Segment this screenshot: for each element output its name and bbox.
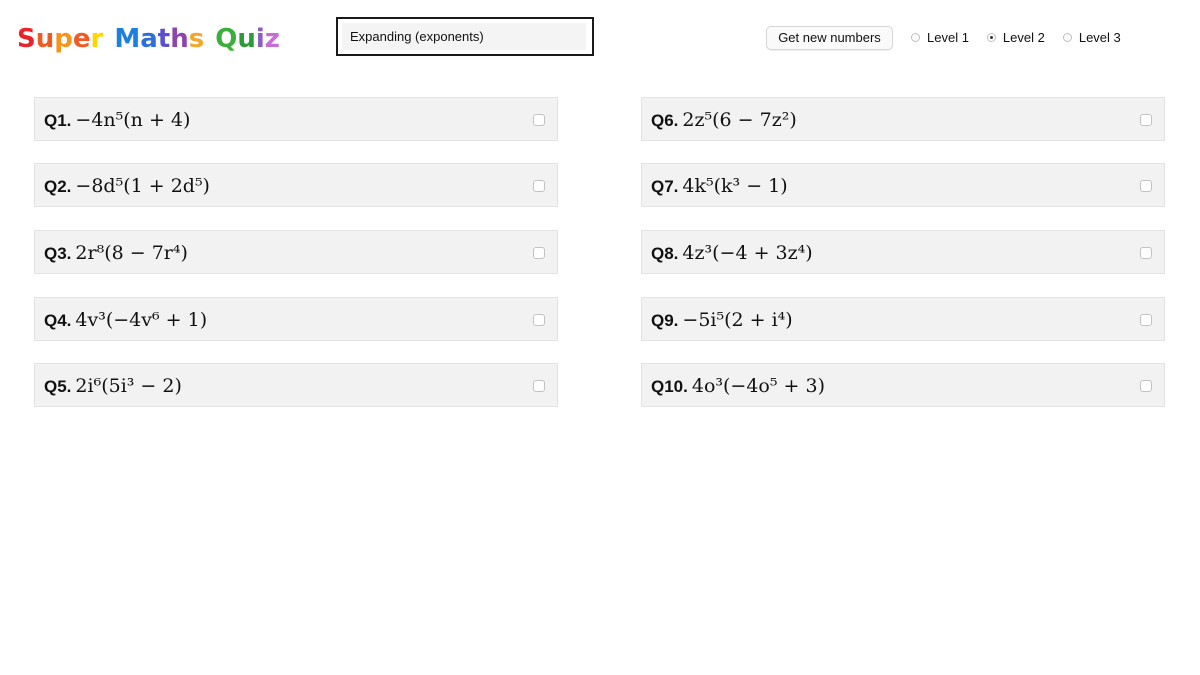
question-expression: 2r⁸(8 − 7r⁴) xyxy=(75,242,188,264)
question-text xyxy=(44,298,207,342)
question-expression: −5i⁵(2 + i⁴) xyxy=(682,309,793,331)
question-expression: 4v³(−4v⁶ + 1) xyxy=(75,309,208,331)
question-checkbox[interactable] xyxy=(1140,180,1152,192)
question-card xyxy=(34,163,558,207)
question-text xyxy=(44,98,190,142)
logo-letter: u xyxy=(237,24,256,54)
question-card xyxy=(641,163,1165,207)
logo xyxy=(17,24,291,54)
logo-letter: p xyxy=(54,24,73,54)
question-expression: 2i⁶(5i³ − 2) xyxy=(75,375,182,397)
level-option-1[interactable] xyxy=(911,30,969,45)
question-expression: 4k⁵(k³ − 1) xyxy=(682,175,788,197)
logo-letter: z xyxy=(264,24,280,54)
question-number: Q4. xyxy=(44,311,72,330)
question-text xyxy=(44,364,182,408)
header xyxy=(0,0,1200,70)
question-expression: −8d⁵(1 + 2d⁵) xyxy=(75,175,210,197)
question-checkbox[interactable] xyxy=(533,247,545,259)
logo-word xyxy=(17,24,103,54)
question-expression: 2z⁵(6 − 7z²) xyxy=(682,109,797,131)
logo-letter: S xyxy=(17,24,36,54)
question-number: Q6. xyxy=(651,111,679,130)
logo-letter: Q xyxy=(215,24,238,54)
question-number: Q9. xyxy=(651,311,679,330)
question-text xyxy=(44,164,210,208)
logo-word xyxy=(215,24,280,54)
logo-letter: r xyxy=(90,24,104,54)
question-number: Q1. xyxy=(44,111,72,130)
level-radio-group xyxy=(911,30,1139,45)
question-number: Q8. xyxy=(651,244,679,263)
question-text xyxy=(651,298,793,342)
logo-word xyxy=(114,24,204,54)
question-number: Q2. xyxy=(44,177,72,196)
question-text xyxy=(44,231,188,275)
question-checkbox[interactable] xyxy=(1140,114,1152,126)
question-expression: 4z³(−4 + 3z⁴) xyxy=(682,242,813,264)
logo-letter: a xyxy=(140,24,158,54)
level-3-radio[interactable] xyxy=(1063,33,1072,42)
question-card xyxy=(641,97,1165,141)
level-3-label: Level 3 xyxy=(1078,30,1121,45)
question-expression: 4o³(−4o⁵ + 3) xyxy=(691,375,825,397)
question-checkbox[interactable] xyxy=(1140,314,1152,326)
question-checkbox[interactable] xyxy=(533,114,545,126)
question-text xyxy=(651,364,825,408)
logo-letter: M xyxy=(114,24,141,54)
topic-select-value[interactable]: Expanding (exponents) xyxy=(342,23,586,50)
question-card xyxy=(34,97,558,141)
logo-letter: h xyxy=(170,24,189,54)
question-number: Q3. xyxy=(44,244,72,263)
logo-letter: e xyxy=(72,24,91,54)
question-expression: −4n⁵(n + 4) xyxy=(75,109,191,131)
question-text xyxy=(651,231,813,275)
question-card xyxy=(34,230,558,274)
question-number: Q5. xyxy=(44,377,72,396)
level-2-label: Level 2 xyxy=(1002,30,1045,45)
level-2-radio[interactable] xyxy=(987,33,996,42)
question-text xyxy=(651,98,797,142)
level-1-label: Level 1 xyxy=(927,30,969,45)
level-option-3[interactable] xyxy=(1063,30,1121,45)
question-checkbox[interactable] xyxy=(533,180,545,192)
question-number: Q10. xyxy=(651,377,688,396)
level-1-radio[interactable] xyxy=(911,33,920,42)
question-card xyxy=(34,363,558,407)
question-number: Q7. xyxy=(651,177,679,196)
logo-letter: s xyxy=(188,24,205,54)
question-checkbox[interactable] xyxy=(1140,380,1152,392)
question-checkbox[interactable] xyxy=(1140,247,1152,259)
logo-letter: u xyxy=(35,24,55,54)
question-card xyxy=(34,297,558,341)
level-option-2[interactable] xyxy=(987,30,1045,45)
question-card xyxy=(641,363,1165,407)
logo-letter: t xyxy=(157,24,171,54)
question-card xyxy=(641,230,1165,274)
logo-letter: i xyxy=(255,24,265,54)
topic-select[interactable] xyxy=(336,17,594,56)
question-checkbox[interactable] xyxy=(533,314,545,326)
question-card xyxy=(641,297,1165,341)
question-checkbox[interactable] xyxy=(533,380,545,392)
question-text xyxy=(651,164,788,208)
get-new-numbers-button[interactable]: Get new numbers xyxy=(766,26,893,50)
